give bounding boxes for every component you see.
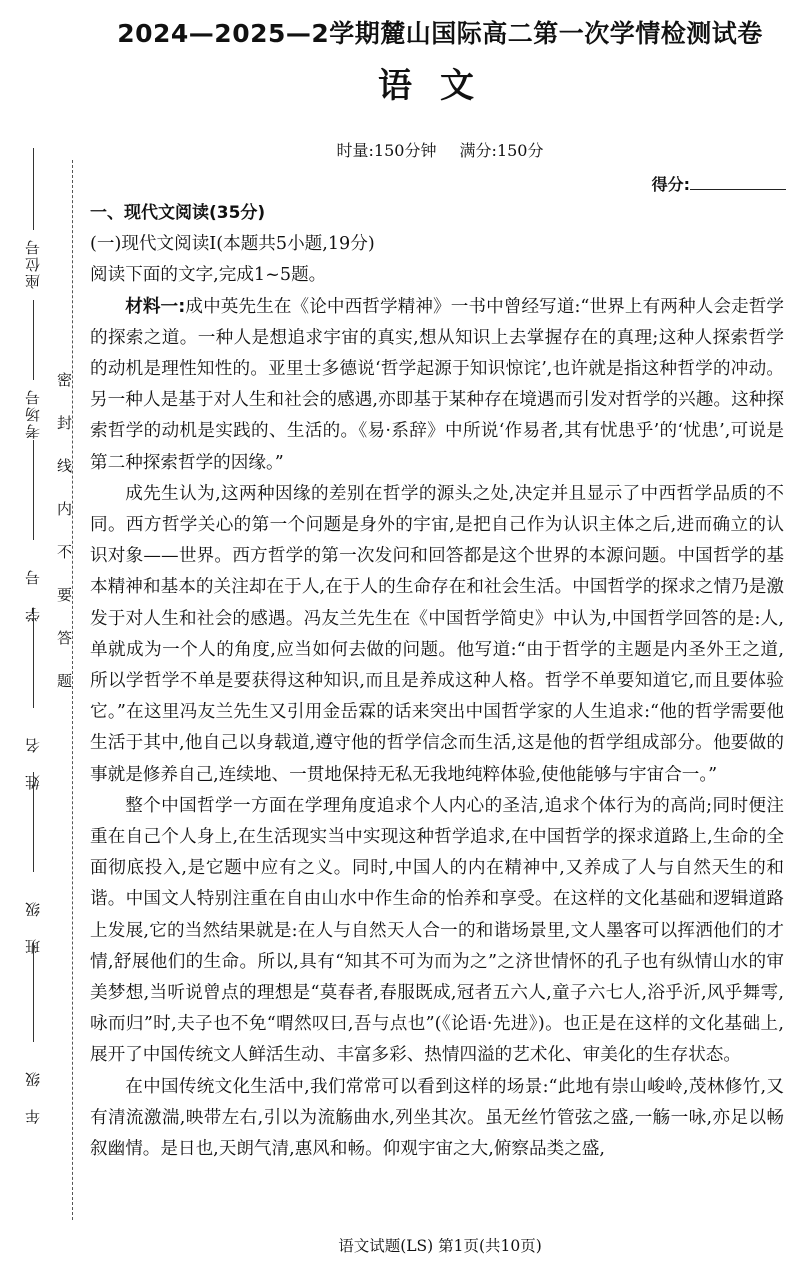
seat-label: 座位号 xyxy=(24,238,42,289)
material-paragraph-4: 在中国传统文化生活中,我们常常可以看到这样的场景:“此地有崇山峻岭,茂林修竹,又有清流激湍,映带左右,引以为流觞曲水,列坐其次。虽无丝竹管弦之盛,一觞一咏,亦足以畅叙幽情。是日也,天朗气清,惠风和畅。仰观宇宙之大,俯察品类之盛, xyxy=(90,1076,784,1160)
paragraph-text: 成中英先生在《论中西哲学精神》一书中曾经写道:“世界上有两种人会走哲学的探索之道。一种人是想追求宇宙的真实,想从知识上去掌握存在的真理;这种人探索哲学的动机是理性知性的。亚里士多德说‘哲学起源于知识惊诧’,也许就是指这种哲学的冲动。另一种人是基于对人生和社会的感遇,亦即基于某种存在境遇而引发对哲学的兴趣。这种探索哲学的动机是实践的、生活的。《易·系辞》中所说‘作易者,其有忧患乎’的‘忧患’,可说是第二种探索哲学的因缘。” xyxy=(90,296,784,473)
score-field xyxy=(652,172,786,195)
material-paragraph-1 xyxy=(90,292,784,479)
class-underline[interactable] xyxy=(33,772,34,872)
section-subheading: (一)现代文阅读Ⅰ(本题共5小题,19分) xyxy=(90,234,375,255)
seat-underline[interactable] xyxy=(33,148,34,230)
name-label: 姓名 xyxy=(24,716,42,790)
exam-meta xyxy=(90,138,790,161)
exam-room-label: 考场号 xyxy=(24,388,42,439)
exam-room-underline[interactable] xyxy=(33,300,34,380)
time-limit: 时量:150分钟 xyxy=(336,141,437,160)
name-underline[interactable] xyxy=(33,608,34,708)
score-blank[interactable] xyxy=(690,175,786,190)
page-footer: 语文试题(LS) 第1页(共10页) xyxy=(338,1237,542,1255)
full-score: 满分:150分 xyxy=(459,141,544,160)
section-heading: 一、现代文阅读(35分) xyxy=(90,203,266,223)
grade-label: 年级 xyxy=(24,1050,42,1124)
grade-underline[interactable] xyxy=(33,942,34,1042)
class-label: 班级 xyxy=(24,880,42,954)
material-paragraph-2: 成先生认为,这两种因缘的差别在哲学的源头之处,决定并且显示了中西哲学品质的不同。西方哲学关心的第一个问题是身外的宇宙,是把自己作为认识主体之后,进而确立的认识对象——世界。西方哲学的第一次发问和回答都是这个世界的本源问题。中国哲学的基本精神和基本的关注却在于人,在于人的生命存在和社会生活。中国哲学的探求之情乃是激发于对人生和社会的感遇。冯友兰先生在《中国哲学简史》中认为,中国哲学回答的是:人,单就成为一个人的角度,应当如何去做的问题。他写道:“由于哲学的主题是内圣外王之道,所以学哲学不单是要获得这种知识,而且是养成这种人格。哲学不单要知道它,而且要体验它。”在这里冯友兰先生又引用金岳霖的话来突出中国哲学家的人生追求:“他的哲学需要他生活于其中,他自己以身载道,遵守他的哲学信念而生活,这是他的哲学组成部分。他要做的事就是修养自己,连续地、一贯地保持无私无我地纯粹体验,使他能够与宇宙合一。” xyxy=(90,483,784,785)
material-label: 材料一: xyxy=(125,296,186,317)
score-label: 得分: xyxy=(651,175,690,194)
student-id-underline[interactable] xyxy=(33,440,34,540)
material-paragraph-3: 整个中国哲学一方面在学理角度追求个人内心的圣洁,追求个体行为的高尚;同时便注重在自己个人身上,在生活现实当中实现这种哲学追求,在中国哲学的探求道路上,生命的全面彻底投入,是它题中应有之义。同时,中国人的内在精神中,又养成了人与自然天生的和谐。中国文人特别注重在自由山水中作生命的怡养和享受。在这样的文化基础和逻辑道路上发展,它的当然结果就是:在人与自然天人合一的和谐场景里,文人墨客可以挥洒他们的才情,舒展他们的生命。所以,具有“知其不可为而为之”之济世情怀的孔子也有纵情山水的审美梦想,当听说曾点的理想是“莫春者,春服既成,冠者五六人,童子六七人,浴乎沂,风乎舞雩,咏而归”时,夫子也不免“喟然叹曰,吾与点也”(《论语·先进》)。也正是在这样的文化基础上,展开了中国传统文人鲜活生动、丰富多彩、热情四溢的艺术化、审美化的生存状态。 xyxy=(90,795,784,1066)
reading-section xyxy=(90,198,784,1165)
exam-title: 2024—2025—2学期麓山国际高二第一次学情检测试卷 xyxy=(117,19,763,48)
subject-title: 语文 xyxy=(378,66,502,106)
seal-notice: 密封线内不要答题 xyxy=(55,372,73,716)
student-id-label: 学号 xyxy=(24,548,42,622)
section-instruction: 阅读下面的文字,完成1~5题。 xyxy=(90,265,327,286)
